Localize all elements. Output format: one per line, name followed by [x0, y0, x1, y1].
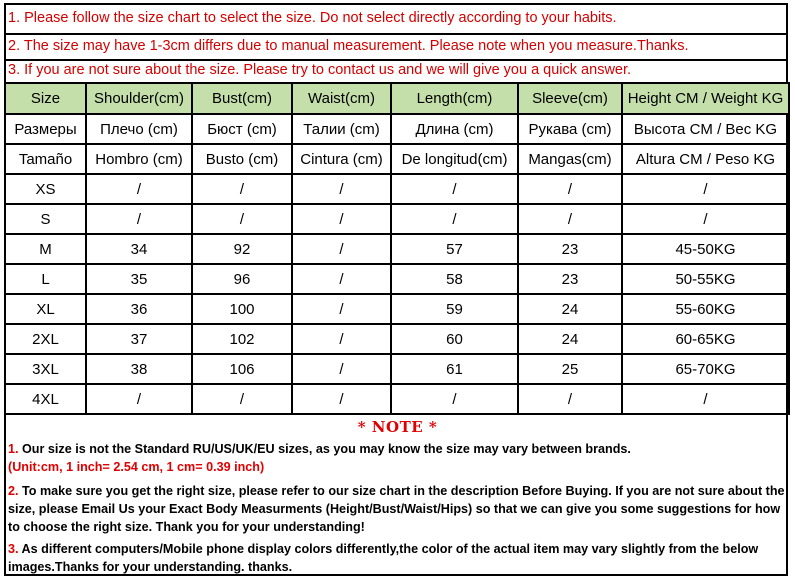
table-cell: / — [391, 174, 518, 204]
table-cell: 61 — [391, 354, 518, 384]
table-cell: Size — [5, 83, 86, 114]
table-cell: Shoulder(cm) — [86, 83, 192, 114]
table-cell: / — [518, 384, 622, 414]
table-cell: 3XL — [5, 354, 86, 384]
table-cell: 38 — [86, 354, 192, 384]
table-cell: 36 — [86, 294, 192, 324]
note-1-text: Our size is not the Standard RU/US/UK/EU sizes, as you may know the size may vary between brands. — [18, 442, 631, 456]
table-cell: 60-65KG — [622, 324, 789, 354]
table-cell: / — [86, 204, 192, 234]
table-cell: Плечо (cm) — [86, 114, 192, 144]
table-cell: / — [292, 174, 391, 204]
table-cell: 23 — [518, 234, 622, 264]
table-cell: Busto (cm) — [192, 144, 292, 174]
table-cell: / — [192, 174, 292, 204]
table-cell: 50-55KG — [622, 264, 789, 294]
table-cell: 23 — [518, 264, 622, 294]
table-cell: De longitud(cm) — [391, 144, 518, 174]
table-cell: 35 — [86, 264, 192, 294]
table-cell: / — [292, 384, 391, 414]
table-cell: Талии (cm) — [292, 114, 391, 144]
table-cell: Hombro (cm) — [86, 144, 192, 174]
table-cell: / — [622, 384, 789, 414]
table-cell: 2XL — [5, 324, 86, 354]
table-cell: Altura CM / Peso KG — [622, 144, 789, 174]
table-cell: 96 — [192, 264, 292, 294]
table-cell: 92 — [192, 234, 292, 264]
table-cell: / — [622, 174, 789, 204]
table-cell: / — [292, 294, 391, 324]
table-row — [5, 324, 789, 354]
table-cell: Рукава (cm) — [518, 114, 622, 144]
table-header-row — [5, 83, 789, 114]
table-spanish-row — [5, 144, 789, 174]
size-chart-table — [4, 82, 790, 415]
table-cell: 34 — [86, 234, 192, 264]
table-cell: / — [391, 204, 518, 234]
table-cell: 60 — [391, 324, 518, 354]
note-3 — [8, 540, 786, 576]
table-cell: XS — [5, 174, 86, 204]
table-cell: Height CM / Weight KG — [622, 83, 789, 114]
header-note-1: 1. Please follow the size chart to select the size. Do not select directly according to your habits. — [8, 10, 617, 26]
table-cell: / — [292, 324, 391, 354]
table-row — [5, 264, 789, 294]
note-2 — [8, 482, 786, 536]
table-cell: / — [518, 174, 622, 204]
table-cell: 37 — [86, 324, 192, 354]
note-1 — [8, 440, 786, 476]
note-3-number: 3. — [8, 542, 19, 556]
table-cell: 4XL — [5, 384, 86, 414]
table-russian-row — [5, 114, 789, 144]
table-cell: 65-70KG — [622, 354, 789, 384]
table-cell: / — [292, 264, 391, 294]
table-cell: / — [292, 234, 391, 264]
table-row — [5, 354, 789, 384]
table-row — [5, 384, 789, 414]
table-cell: Tamaño — [5, 144, 86, 174]
table-cell: 57 — [391, 234, 518, 264]
note-title: * NOTE * — [357, 418, 438, 436]
divider — [4, 33, 788, 35]
table-cell: / — [518, 204, 622, 234]
table-cell: / — [192, 204, 292, 234]
table-cell: S — [5, 204, 86, 234]
table-cell: 59 — [391, 294, 518, 324]
table-cell: / — [192, 384, 292, 414]
table-row — [5, 204, 789, 234]
table-cell: Length(cm) — [391, 83, 518, 114]
table-cell: 25 — [518, 354, 622, 384]
table-row — [5, 234, 789, 264]
table-cell: 102 — [192, 324, 292, 354]
table-cell: 55-60KG — [622, 294, 789, 324]
note-3-text: As different computers/Mobile phone display colors differently,the color of the actual item may vary slightly from the below images.Thanks for your understanding. thanks. — [8, 542, 759, 574]
table-cell: / — [292, 204, 391, 234]
table-cell: / — [86, 174, 192, 204]
note-2-number: 2. — [8, 484, 19, 498]
table-cell: Высота CM / Вес KG — [622, 114, 789, 144]
table-cell: 24 — [518, 324, 622, 354]
table-cell: XL — [5, 294, 86, 324]
table-cell: M — [5, 234, 86, 264]
note-1-unit: (Unit:cm, 1 inch= 2.54 cm, 1 cm= 0.39 inch) — [8, 460, 265, 474]
table-cell: 106 — [192, 354, 292, 384]
table-cell: / — [391, 384, 518, 414]
table-cell: / — [622, 204, 789, 234]
table-cell: Mangas(cm) — [518, 144, 622, 174]
table-cell: Размеры — [5, 114, 86, 144]
table-cell: Cintura (cm) — [292, 144, 391, 174]
table-cell: Sleeve(cm) — [518, 83, 622, 114]
table-cell: 45-50KG — [622, 234, 789, 264]
table-cell: 24 — [518, 294, 622, 324]
table-cell: Длина (cm) — [391, 114, 518, 144]
note-1-number: 1. — [8, 442, 19, 456]
table-cell: Waist(cm) — [292, 83, 391, 114]
table-cell: L — [5, 264, 86, 294]
header-note-2: 2. The size may have 1-3cm differs due to manual measurement. Please note when you measure.Thanks. — [8, 38, 689, 54]
note-2-text: To make sure you get the right size, please refer to our size chart in the description Before Buying. If you are not sure about the size, please Email Us your Exact Body Measurments (Height/Bust/Waist/Hips) so that we can give you some suggestions for how to choose the right size. Thank you for your understanding! — [8, 484, 785, 534]
header-note-3: 3. If you are not sure about the size. Please try to contact us and we will give you a quick answer. — [8, 62, 632, 78]
divider — [4, 59, 788, 61]
table-cell: / — [86, 384, 192, 414]
table-cell: Бюст (cm) — [192, 114, 292, 144]
table-row — [5, 294, 789, 324]
table-row — [5, 174, 789, 204]
table-cell: / — [292, 354, 391, 384]
table-cell: 100 — [192, 294, 292, 324]
table-cell: 58 — [391, 264, 518, 294]
table-cell: Bust(cm) — [192, 83, 292, 114]
